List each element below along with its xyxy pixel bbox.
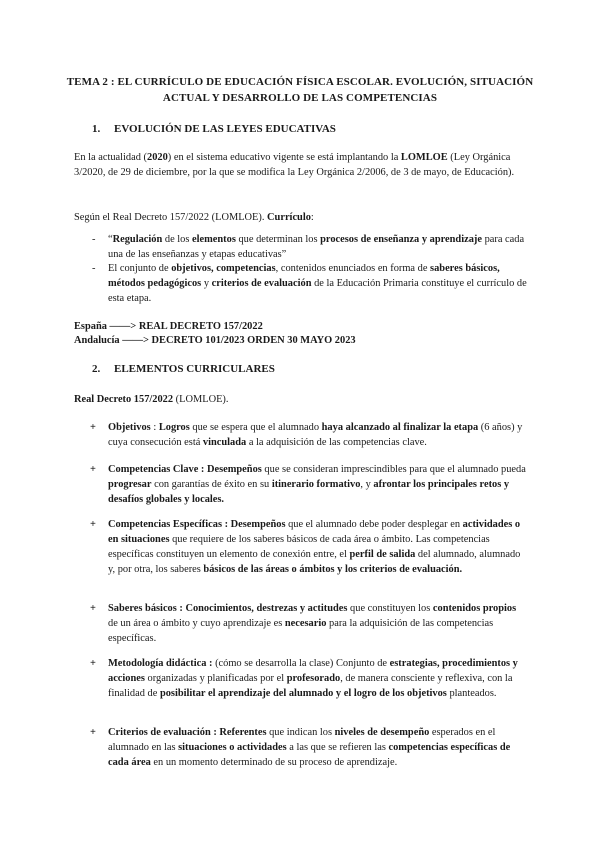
section-2-intro — [74, 392, 530, 407]
section-1-paragraph-2 — [74, 210, 530, 225]
item-term: Criterios de evaluación : Referentes — [108, 727, 267, 738]
text: en un momento determinado de su proceso de aprendizaje. — [150, 757, 398, 768]
list-item-competencias-clave — [90, 462, 528, 507]
text: vinculada — [202, 437, 247, 448]
text: , y — [360, 479, 374, 490]
text: para cada una de las enseñanzas y etapas educativas” — [108, 234, 525, 260]
curriculo-term: Currículo — [267, 212, 311, 223]
text: (Ley Orgánica 3/2020, de 29 de diciembre, por la que se modifica la Ley Orgánica 2/2006, de 3 de mayo, de Educación). — [74, 152, 515, 178]
text: progresar — [108, 479, 152, 490]
text: haya alcanzado al finalizar la etapa — [321, 422, 479, 433]
section-1-title: EVOLUCIÓN DE LAS LEYES EDUCATIVAS — [114, 123, 336, 135]
text: : — [310, 212, 314, 223]
plus-bullet: + — [90, 658, 96, 669]
item-term: Metodología didáctica : — [108, 658, 213, 669]
list-item-objetivos — [90, 420, 528, 450]
dash-bullet: - — [92, 234, 96, 245]
text: básicos de las áreas o ámbitos y los criterios de evaluación. — [203, 564, 463, 575]
text: itinerario formativo — [271, 479, 361, 490]
list-item-saberes-basicos — [90, 601, 528, 646]
item-term: Saberes básicos : Conocimientos, destrezas y actitudes — [108, 603, 348, 614]
list-item-criterios-evaluacion — [90, 725, 528, 770]
text: contenidos propios — [432, 603, 517, 614]
title-line-2: ACTUAL Y DESARROLLO DE LAS COMPETENCIAS — [162, 92, 438, 104]
text: objetivos, competencias — [171, 263, 276, 274]
section-1-heading — [92, 122, 336, 136]
text: Regulación — [112, 234, 163, 245]
plus-bullet: + — [90, 422, 96, 433]
plus-bullet: + — [90, 727, 96, 738]
text: perfil de salida — [349, 549, 416, 560]
text: competencias específicas de cada área — [108, 742, 511, 768]
text: del alumnado, alumnado y, por otra, los saberes — [108, 549, 521, 575]
text: organizadas y planificadas por el — [144, 673, 287, 684]
text: a la adquisición de las competencias clave. — [246, 437, 427, 448]
title-line-1: TEMA 2 : EL CURRÍCULO DE EDUCACIÓN FÍSICA ESCOLAR. EVOLUCIÓN, SITUACIÓN — [66, 76, 534, 88]
text: a las que se refieren las — [286, 742, 389, 753]
list-item-competencias-especificas — [90, 517, 528, 577]
list-item-metodologia — [90, 656, 528, 701]
text: de la Educación Primaria constituye el currículo de esta etapa. — [108, 278, 527, 304]
text: niveles de desempeño — [334, 727, 430, 738]
section-2-title: ELEMENTOS CURRICULARES — [114, 363, 275, 375]
text: que determinan los — [235, 234, 321, 245]
dash-bullet: - — [92, 263, 96, 274]
text: (cómo se desarrolla la clase) Conjunto de — [212, 658, 390, 669]
text: ) en el sistema educativo vigente se está implantando la — [167, 152, 401, 163]
text: El conjunto de — [108, 263, 172, 274]
item-term: Competencias Específicas : Desempeños — [108, 519, 286, 530]
text: situaciones o actividades — [178, 742, 287, 753]
text: para la adquisición de las competencias específicas. — [108, 618, 494, 644]
document-title — [60, 74, 540, 106]
text: Según el Real Decreto 157/2022 (LOMLOE). — [74, 212, 268, 223]
text: esperados en el alumnado en las — [108, 727, 496, 753]
text: posibilitar el aprendizaje del alumnado y el logro de los objetivos — [159, 688, 447, 699]
text: Logros — [158, 422, 190, 433]
item-term: Objetivos — [108, 422, 151, 433]
text: (LOMLOE). — [173, 394, 229, 405]
text: de un área o ámbito y cuyo aprendizaje es — [108, 618, 285, 629]
text: criterios de evaluación — [211, 278, 312, 289]
year-text: 2020 — [147, 152, 168, 163]
text: , de manera consciente y reflexiva, con la finalidad de — [108, 673, 513, 699]
text: de los — [162, 234, 193, 245]
dash-list-item-1 — [92, 232, 530, 262]
text: procesos de enseñanza y aprendizaje — [320, 234, 482, 245]
plus-bullet: + — [90, 519, 96, 530]
item-term: Competencias Clave : Desempeños — [108, 464, 262, 475]
text: que se consideran imprescindibles para que el alumnado pueda — [261, 464, 526, 475]
plus-bullet: + — [90, 464, 96, 475]
text: saberes básicos, métodos pedagógicos — [108, 263, 500, 289]
text: afrontar los principales retos y desafíos globales y locales. — [108, 479, 510, 505]
text: estrategias, procedimientos y acciones — [108, 658, 518, 684]
text: que constituyen los — [347, 603, 433, 614]
text: actividades o en situaciones — [108, 519, 521, 545]
text: : — [150, 422, 159, 433]
text: (6 años) y cuya consecución está — [108, 422, 523, 448]
text: que indican los — [266, 727, 335, 738]
decree-name: Real Decreto 157/2022 — [74, 394, 174, 405]
text: que se espera que el alumnado — [189, 422, 322, 433]
text: profesorado — [286, 673, 341, 684]
text: “ — [108, 234, 113, 245]
section-1-number: 1. — [92, 123, 101, 135]
text: planteados. — [446, 688, 497, 699]
law-name: LOMLOE — [400, 152, 448, 163]
text: con garantías de éxito en su — [151, 479, 272, 490]
section-2-number: 2. — [92, 363, 101, 375]
text: que el alumnado debe poder desplegar en — [285, 519, 463, 530]
section-1-paragraph-1 — [74, 150, 530, 180]
spain-decree-line: España ——> REAL DECRETO 157/2022 — [74, 321, 263, 332]
andalucia-decree-line: Andalucía ——> DECRETO 101/2023 ORDEN 30 MAYO 2023 — [74, 335, 356, 346]
text: elementos — [192, 234, 236, 245]
dash-list-item-2 — [92, 261, 530, 306]
plus-bullet: + — [90, 603, 96, 614]
text: , contenidos enunciados en forma de — [275, 263, 431, 274]
text: y — [201, 278, 212, 289]
text: necesario — [284, 618, 327, 629]
text: que requiere de los saberes básicos de cada área o ámbito. Las competencias específicas constituyen un elemento de conexión entre, el — [108, 534, 490, 560]
text: En la actualidad ( — [74, 152, 147, 163]
section-2-heading — [92, 362, 275, 376]
